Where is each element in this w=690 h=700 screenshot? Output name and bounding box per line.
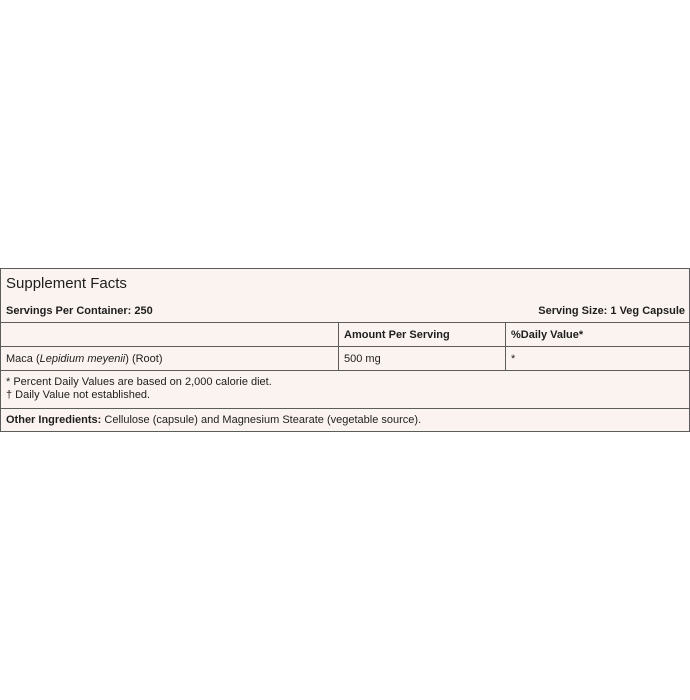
other-ingredients [1,409,689,431]
ingredient-daily-value: * [506,347,690,371]
servings-per-container: Servings Per Container: 250 [6,304,153,317]
header-amount: Amount Per Serving [339,323,506,347]
nutrient-table [1,323,689,371]
serving-size: Serving Size: 1 Veg Capsule [538,304,685,317]
panel-title: Supplement Facts [6,275,127,292]
other-ingredients-text: Cellulose (capsule) and Magnesium Stearate (vegetable source). [101,414,422,426]
header-daily-value: %Daily Value* [506,323,690,347]
footnote-dv-not-established: † Daily Value not established. [6,389,151,401]
supplement-facts-panel [0,268,690,432]
latin-name: Lepidium meyenii [39,352,126,365]
ingredient-amount: 500 mg [339,347,506,371]
footnotes [1,371,689,409]
ingredient-name: Maca (Lepidium meyenii) (Root) [1,347,339,371]
table-header-row [1,323,689,347]
header-ingredient [1,323,339,347]
footnote-percent-dv: * Percent Daily Values are based on 2,000 calorie diet. [6,376,272,388]
other-ingredients-label: Other Ingredients: [6,414,102,426]
serving-info-row [1,299,689,323]
table-row [1,347,689,371]
